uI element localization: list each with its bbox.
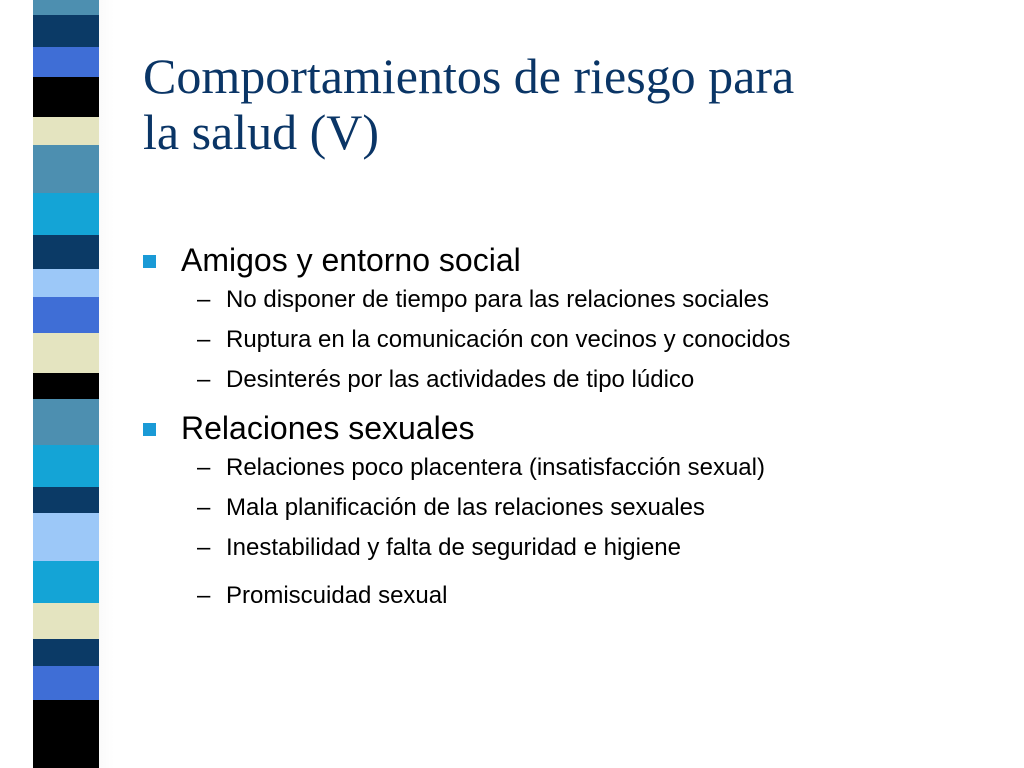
dash-bullet-icon: –: [197, 582, 211, 609]
section-heading-text: Amigos y entorno social: [181, 242, 521, 278]
stripe-segment: [33, 373, 99, 399]
list-item: [143, 448, 1003, 488]
stripe-segment: [33, 700, 99, 768]
stripe-segment: [33, 269, 99, 297]
dash-bullet-icon: –: [197, 286, 211, 313]
stripe-segment: [33, 47, 99, 77]
list-item-text: No disponer de tiempo para las relaciones sociales: [226, 286, 769, 313]
list-item-text: Relaciones poco placentera (insatisfacción sexual): [226, 454, 765, 481]
section-heading-sexual: [143, 408, 1003, 448]
list-item-text: Ruptura en la comunicación con vecinos y conocidos: [226, 326, 791, 353]
square-bullet-icon: [143, 255, 156, 268]
slide-title: [143, 48, 993, 160]
stripe-segment: [33, 297, 99, 333]
stripe-segment: [33, 235, 99, 269]
stripe-segment: [33, 117, 99, 145]
stripe-segment: [33, 333, 99, 373]
list-item: [143, 320, 1003, 360]
dash-bullet-icon: –: [197, 534, 211, 561]
list-item-text: Inestabilidad y falta de seguridad e higiene: [226, 534, 681, 561]
dash-bullet-icon: –: [197, 494, 211, 521]
list-item: [143, 576, 1003, 616]
stripe-segment: [33, 603, 99, 639]
stripe-segment: [33, 561, 99, 603]
section-heading-social: [143, 240, 1003, 280]
dash-bullet-icon: –: [197, 454, 211, 481]
stripe-segment: [33, 399, 99, 445]
stripe-segment: [33, 193, 99, 235]
stripe-segment: [33, 639, 99, 666]
slide-body: [143, 240, 1003, 616]
stripe-segment: [33, 445, 99, 487]
list-item: [143, 360, 1003, 400]
list-item-text: Desinterés por las actividades de tipo lúdico: [226, 366, 695, 393]
square-bullet-icon: [143, 423, 156, 436]
list-item: [143, 280, 1003, 320]
slide-title-line-1: Comportamientos de riesgo para: [143, 48, 795, 104]
stripe-segment: [33, 513, 99, 561]
list-item: [143, 528, 1003, 568]
list-item: [143, 488, 1003, 528]
stripe-segment: [33, 77, 99, 117]
stripe-segment: [33, 15, 99, 47]
dash-bullet-icon: –: [197, 326, 211, 353]
list-item-text: Promiscuidad sexual: [226, 582, 448, 609]
dash-bullet-icon: –: [197, 366, 211, 393]
stripe-segment: [33, 487, 99, 513]
stripe-segment: [33, 666, 99, 700]
list-item-text: Mala planificación de las relaciones sexuales: [226, 494, 705, 521]
stripe-segment: [33, 145, 99, 193]
stripe-segment: [33, 0, 99, 15]
slide-title-line-2: la salud (V): [143, 104, 380, 160]
section-heading-text: Relaciones sexuales: [181, 410, 475, 446]
decorative-color-stripe: [33, 0, 99, 768]
